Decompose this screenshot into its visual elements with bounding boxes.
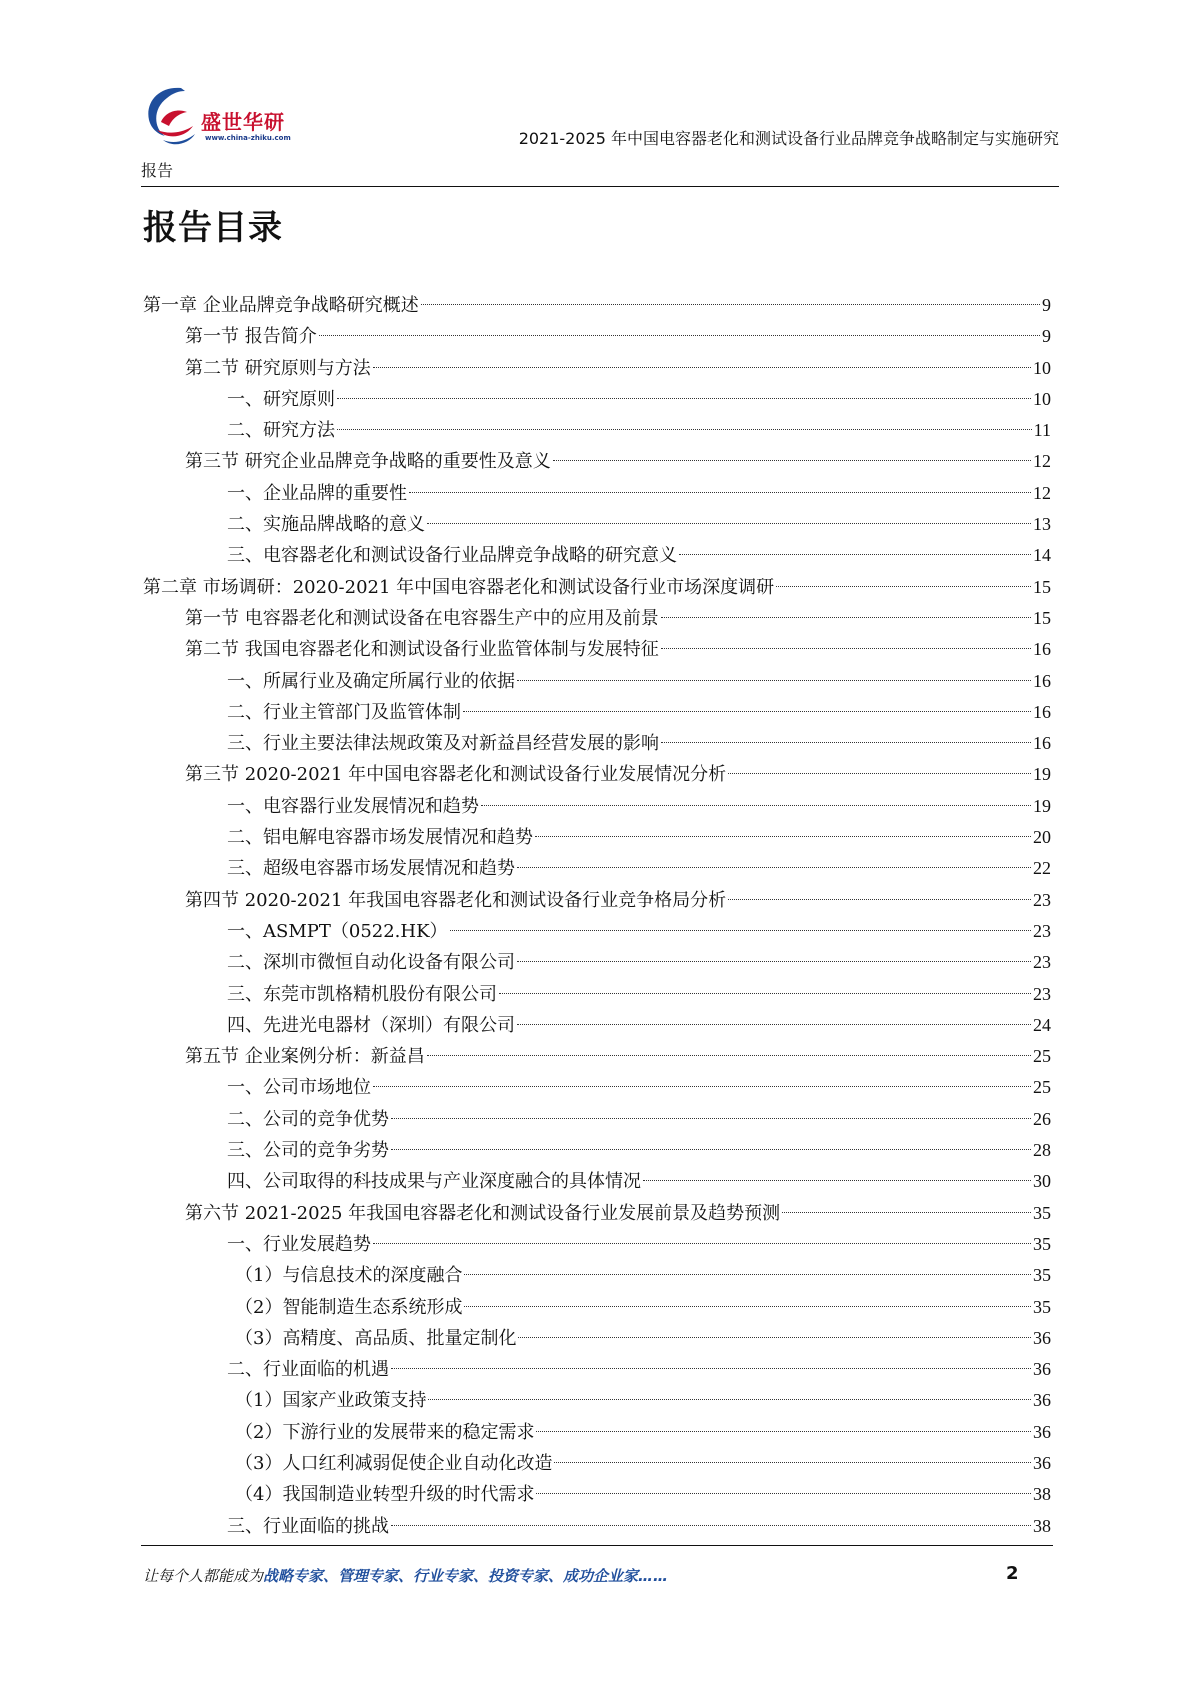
toc-entry-title: 三、超级电容器市场发展情况和趋势 bbox=[227, 858, 515, 880]
header-divider bbox=[141, 186, 1059, 187]
toc-entry-title: （3）高精度、高品质、批量定制化 bbox=[235, 1327, 517, 1349]
toc-page-number: 23 bbox=[1033, 889, 1051, 910]
toc-item[interactable] bbox=[143, 509, 1051, 540]
toc-entry-title: 二、实施品牌战略的意义 bbox=[227, 514, 425, 536]
toc-leader bbox=[464, 1274, 1031, 1275]
report-title: 2021-2025 年中国电容器老化和测试设备行业品牌竞争战略制定与实施研究 bbox=[518, 129, 1059, 148]
toc-entry-title: 二、深圳市微恒自动化设备有限公司 bbox=[227, 952, 515, 974]
logo-url: www.china-zhiku.com bbox=[205, 134, 291, 142]
toc-leader bbox=[661, 742, 1031, 743]
toc-page-number: 38 bbox=[1033, 1515, 1051, 1536]
toc-leader bbox=[463, 711, 1031, 712]
toc-leader bbox=[373, 1086, 1031, 1087]
toc-leader bbox=[499, 993, 1031, 994]
toc-page-number: 9 bbox=[1042, 295, 1051, 315]
header-label: 报告 bbox=[141, 161, 174, 180]
toc-page-number: 36 bbox=[1033, 1327, 1051, 1348]
toc-item[interactable] bbox=[143, 446, 1051, 477]
toc-item[interactable] bbox=[143, 1198, 1051, 1229]
toc-leader bbox=[337, 429, 1032, 430]
toc-leader bbox=[517, 1024, 1031, 1025]
toc-item[interactable] bbox=[143, 603, 1051, 634]
toc-leader bbox=[391, 1368, 1031, 1369]
toc-entry-title: （3）人口红利减弱促使企业自动化改造 bbox=[235, 1452, 553, 1474]
toc-item[interactable] bbox=[143, 321, 1051, 352]
toc-entry-title: 四、先进光电器材（深圳）有限公司 bbox=[227, 1014, 515, 1036]
toc-item[interactable] bbox=[143, 353, 1051, 384]
toc-leader bbox=[421, 304, 1040, 305]
toc-item[interactable] bbox=[143, 1260, 1051, 1291]
footer-slogan bbox=[143, 1565, 668, 1586]
toc-entry-title: 二、行业主管部门及监管体制 bbox=[227, 701, 461, 723]
toc-item[interactable] bbox=[143, 853, 1051, 884]
toc-leader bbox=[679, 554, 1031, 555]
toc-item[interactable] bbox=[143, 947, 1051, 978]
toc-page-number: 19 bbox=[1033, 795, 1051, 816]
toc-item[interactable] bbox=[143, 540, 1051, 571]
toc-entry-title: 二、铝电解电容器市场发展情况和趋势 bbox=[227, 827, 533, 849]
toc-leader bbox=[427, 1055, 1031, 1056]
toc-leader bbox=[661, 648, 1031, 649]
toc-page-number: 16 bbox=[1033, 733, 1051, 754]
toc-item[interactable] bbox=[143, 1323, 1051, 1354]
toc-page-number: 38 bbox=[1033, 1484, 1051, 1505]
toc-item[interactable] bbox=[143, 697, 1051, 728]
toc-page-number: 12 bbox=[1033, 451, 1051, 472]
toc-item[interactable] bbox=[143, 1104, 1051, 1135]
toc-leader bbox=[782, 1212, 1031, 1213]
toc-page-number: 35 bbox=[1033, 1265, 1051, 1286]
toc-page-number: 13 bbox=[1033, 514, 1051, 535]
footer-slogan-emphasis: 战略专家、管理专家、行业专家、投资专家、成功企业家…… bbox=[263, 1567, 669, 1585]
toc-entry-title: 第五节 企业案例分析：新益昌 bbox=[185, 1046, 425, 1068]
toc-page-number: 19 bbox=[1033, 764, 1051, 785]
toc-leader bbox=[337, 398, 1031, 399]
toc-entry-title: 一、所属行业及确定所属行业的依据 bbox=[227, 670, 515, 692]
toc-entry-title: 二、行业面临的机遇 bbox=[227, 1359, 389, 1381]
toc-item[interactable] bbox=[143, 1354, 1051, 1385]
toc-leader bbox=[661, 617, 1031, 618]
logo-swoosh-icon bbox=[141, 82, 205, 148]
toc-item[interactable] bbox=[143, 415, 1051, 446]
toc-page-number: 16 bbox=[1033, 670, 1051, 691]
toc-page-number: 10 bbox=[1033, 357, 1051, 378]
toc-item[interactable] bbox=[143, 1072, 1051, 1103]
toc-entry-title: （1）与信息技术的深度融合 bbox=[235, 1265, 463, 1287]
toc-page-number: 24 bbox=[1033, 1014, 1051, 1035]
toc-leader bbox=[536, 1431, 1031, 1432]
toc-page-number: 23 bbox=[1033, 952, 1051, 973]
toc-entry-title: 第二节 我国电容器老化和测试设备行业监管体制与发展特征 bbox=[185, 639, 659, 661]
toc-entry-title: 三、行业面临的挑战 bbox=[227, 1515, 389, 1537]
toc-item[interactable] bbox=[143, 1292, 1051, 1323]
toc-item[interactable] bbox=[143, 885, 1051, 916]
toc-item[interactable] bbox=[143, 1417, 1051, 1448]
toc-entry-title: 第一章 企业品牌竞争战略研究概述 bbox=[143, 295, 419, 316]
toc-entry-title: 一、企业品牌的重要性 bbox=[227, 482, 407, 504]
footer-divider bbox=[141, 1545, 1053, 1546]
toc-page-number: 26 bbox=[1033, 1108, 1051, 1129]
toc-leader bbox=[517, 680, 1031, 681]
toc-leader bbox=[373, 1243, 1031, 1244]
toc-page-number: 11 bbox=[1033, 420, 1051, 441]
toc-leader bbox=[391, 1118, 1031, 1119]
toc-page-number: 15 bbox=[1033, 607, 1051, 628]
toc-entry-title: 一、行业发展趋势 bbox=[227, 1233, 371, 1255]
toc-page-number: 28 bbox=[1033, 1140, 1051, 1161]
toc-item[interactable] bbox=[143, 290, 1051, 321]
toc-page-number: 15 bbox=[1033, 576, 1051, 597]
toc-page-number: 23 bbox=[1033, 920, 1051, 941]
toc-item[interactable] bbox=[143, 916, 1051, 947]
footer-slogan-prefix: 让每个人都能成为 bbox=[143, 1567, 264, 1585]
toc-leader bbox=[428, 1399, 1031, 1400]
toc-item[interactable] bbox=[143, 634, 1051, 665]
toc-entry-title: 一、公司市场地位 bbox=[227, 1077, 371, 1099]
toc-page-number: 36 bbox=[1033, 1390, 1051, 1411]
toc-entry-title: 四、公司取得的科技成果与产业深度融合的具体情况 bbox=[227, 1171, 641, 1193]
toc-leader bbox=[391, 1525, 1031, 1526]
toc-item[interactable] bbox=[143, 728, 1051, 759]
toc-page-number: 35 bbox=[1033, 1296, 1051, 1317]
toc-leader bbox=[535, 836, 1031, 837]
toc-page-number: 20 bbox=[1033, 827, 1051, 848]
toc-item[interactable] bbox=[143, 1448, 1051, 1479]
toc-leader bbox=[728, 773, 1031, 774]
page-number: 2 bbox=[1006, 1563, 1019, 1584]
toc-leader bbox=[643, 1180, 1031, 1181]
page-title: 报告目录 bbox=[143, 208, 283, 248]
toc-leader bbox=[554, 1462, 1031, 1463]
toc-item[interactable] bbox=[143, 666, 1051, 697]
toc-item[interactable] bbox=[143, 791, 1051, 822]
toc-leader bbox=[728, 899, 1031, 900]
toc-entry-title: 第三节 2020-2021 年中国电容器老化和测试设备行业发展情况分析 bbox=[185, 764, 727, 786]
toc-entry-title: 一、ASMPT（0522.HK） bbox=[227, 920, 448, 942]
toc-entry-title: 三、行业主要法律法规政策及对新益昌经营发展的影响 bbox=[227, 733, 659, 755]
company-logo bbox=[141, 82, 321, 148]
toc-entry-title: （4）我国制造业转型升级的时代需求 bbox=[235, 1484, 535, 1506]
toc-page-number: 36 bbox=[1033, 1421, 1051, 1442]
toc-leader bbox=[776, 586, 1031, 587]
toc-entry-title: 第一节 电容器老化和测试设备在电容器生产中的应用及前景 bbox=[185, 607, 659, 629]
toc-item[interactable] bbox=[143, 1166, 1051, 1197]
toc-page-number: 36 bbox=[1033, 1452, 1051, 1473]
toc-page-number: 10 bbox=[1033, 388, 1051, 409]
toc-entry-title: 第二节 研究原则与方法 bbox=[185, 357, 371, 379]
toc-leader bbox=[518, 1337, 1031, 1338]
toc-entry-title: （2）下游行业的发展带来的稳定需求 bbox=[235, 1421, 535, 1443]
toc-leader bbox=[373, 367, 1031, 368]
toc-leader bbox=[427, 523, 1031, 524]
toc-entry-title: 二、研究方法 bbox=[227, 420, 335, 442]
toc-page-number: 35 bbox=[1033, 1233, 1051, 1254]
toc-entry-title: 第四节 2020-2021 年我国电容器老化和测试设备行业竞争格局分析 bbox=[185, 889, 727, 911]
toc-page-number: 14 bbox=[1033, 545, 1051, 566]
toc-entry-title: 三、电容器老化和测试设备行业品牌竞争战略的研究意义 bbox=[227, 545, 677, 567]
toc-leader bbox=[409, 492, 1031, 493]
toc-leader bbox=[553, 460, 1031, 461]
toc-item[interactable] bbox=[143, 1010, 1051, 1041]
toc-page-number: 23 bbox=[1033, 983, 1051, 1004]
toc-page-number: 22 bbox=[1033, 858, 1051, 879]
toc-entry-title: 第一节 报告简介 bbox=[185, 326, 317, 348]
toc-item[interactable] bbox=[143, 384, 1051, 415]
toc-item[interactable] bbox=[143, 1229, 1051, 1260]
toc-leader bbox=[391, 1149, 1031, 1150]
table-of-contents bbox=[143, 290, 1051, 1542]
toc-item[interactable] bbox=[143, 1385, 1051, 1416]
toc-entry-title: 三、东莞市凯格精机股份有限公司 bbox=[227, 983, 497, 1005]
logo-name: 盛世华研 bbox=[201, 110, 285, 134]
toc-entry-title: 一、电容器行业发展情况和趋势 bbox=[227, 795, 479, 817]
toc-leader bbox=[450, 930, 1031, 931]
toc-entry-title: （1）国家产业政策支持 bbox=[235, 1390, 427, 1412]
toc-page-number: 36 bbox=[1033, 1359, 1051, 1380]
toc-leader bbox=[464, 1306, 1031, 1307]
toc-page-number: 12 bbox=[1033, 482, 1051, 503]
toc-item[interactable] bbox=[143, 822, 1051, 853]
toc-item[interactable] bbox=[143, 478, 1051, 509]
toc-entry-title: 第六节 2021-2025 年我国电容器老化和测试设备行业发展前景及趋势预测 bbox=[185, 1202, 781, 1224]
toc-leader bbox=[517, 961, 1031, 962]
toc-page-number: 25 bbox=[1033, 1077, 1051, 1098]
toc-entry-title: 第三节 研究企业品牌竞争战略的重要性及意义 bbox=[185, 451, 551, 473]
toc-item[interactable] bbox=[143, 572, 1051, 603]
toc-entry-title: 第二章 市场调研：2020-2021 年中国电容器老化和测试设备行业市场深度调研 bbox=[143, 576, 775, 598]
toc-page-number: 30 bbox=[1033, 1171, 1051, 1192]
toc-item[interactable] bbox=[143, 979, 1051, 1010]
page-header bbox=[141, 82, 1059, 188]
toc-entry-title: 三、公司的竞争劣势 bbox=[227, 1140, 389, 1162]
toc-page-number: 35 bbox=[1033, 1202, 1051, 1223]
toc-item[interactable] bbox=[143, 759, 1051, 790]
toc-page-number: 16 bbox=[1033, 701, 1051, 722]
toc-leader bbox=[517, 867, 1031, 868]
toc-page-number: 16 bbox=[1033, 639, 1051, 660]
toc-leader bbox=[536, 1493, 1031, 1494]
toc-item[interactable] bbox=[143, 1041, 1051, 1072]
toc-page-number: 9 bbox=[1042, 326, 1051, 347]
toc-entry-title: 二、公司的竞争优势 bbox=[227, 1108, 389, 1130]
toc-leader bbox=[481, 805, 1031, 806]
toc-item[interactable] bbox=[143, 1135, 1051, 1166]
toc-entry-title: 一、研究原则 bbox=[227, 388, 335, 410]
toc-leader bbox=[319, 335, 1040, 336]
toc-item[interactable] bbox=[143, 1511, 1051, 1542]
toc-entry-title: （2）智能制造生态系统形成 bbox=[235, 1296, 463, 1318]
toc-page-number: 25 bbox=[1033, 1046, 1051, 1067]
toc-item[interactable] bbox=[143, 1479, 1051, 1510]
